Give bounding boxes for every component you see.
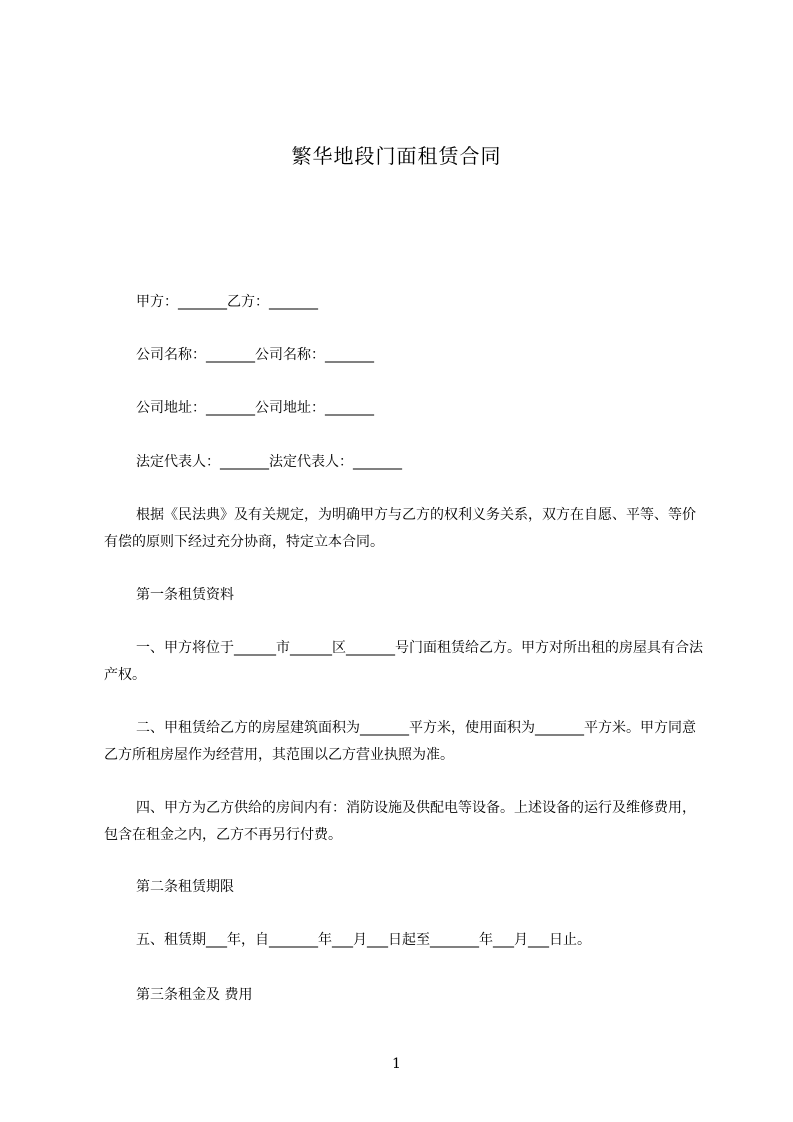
clause-4-paragraph: 四、甲方为乙方供给的房间内有：消防设施及供配电等设备。上述设备的运行及维修费用，包含在租金之内，乙方不再另行付费。 bbox=[104, 800, 696, 843]
article1-heading: 第一条租赁资料 bbox=[136, 587, 234, 603]
preamble-paragraph: 根据《民法典》及有关规定，为明确甲方与乙方的权利义务关系，双方在自愿、平等、等价有偿的原则下经过充分协商，特定立本合同。 bbox=[104, 507, 696, 550]
article3-heading: 第三条租金及 费用 bbox=[136, 987, 253, 1003]
clause-2-paragraph: 二、甲租赁给乙方的房屋建筑面积为_______平方米，使用面积为_______平方米。甲方同意乙方所租房屋作为经营用，其范围以乙方营业执照为准。 bbox=[104, 720, 696, 763]
party-line: 甲方：_______乙方：_______ bbox=[136, 294, 318, 310]
document-title: 繁华地段门面租赁合同 bbox=[291, 144, 502, 168]
article2-heading: 第二条租赁期限 bbox=[136, 879, 234, 895]
clause-5-line: 五、租赁期___年，自_______年___月___日起至_______年___月___日止。 bbox=[136, 932, 591, 948]
page-number: 1 bbox=[392, 1056, 401, 1072]
legal-representative-line: 法定代表人：_______法定代表人：_______ bbox=[136, 454, 402, 470]
company-name-line: 公司名称：_______公司名称：_______ bbox=[136, 347, 374, 363]
company-address-line: 公司地址：_______公司地址：_______ bbox=[136, 400, 374, 416]
clause-1-paragraph: 一、甲方将位于______市______区_______号门面租赁给乙方。甲方对所出租的房屋具有合法产权。 bbox=[104, 640, 703, 683]
